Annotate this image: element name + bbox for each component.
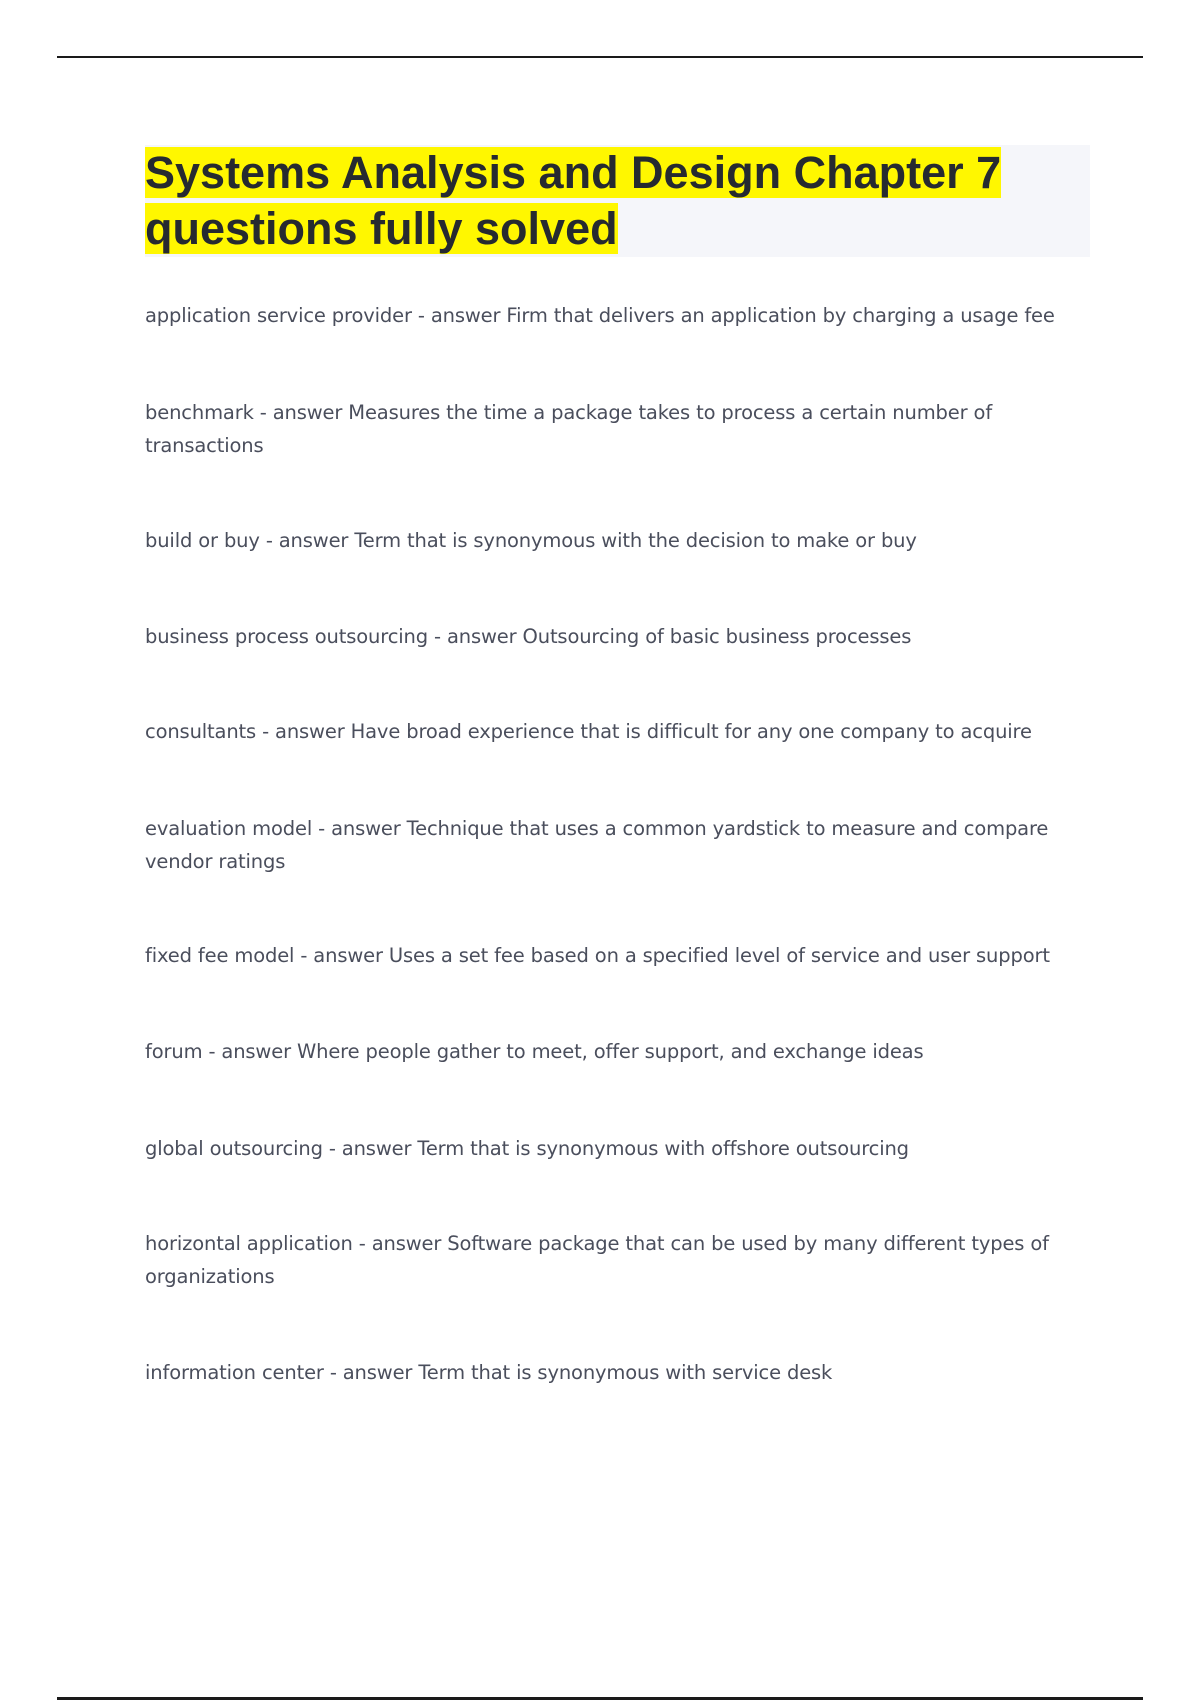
- highlighted-title-text: Systems Analysis and Design Chapter 7 questions fully solved: [145, 147, 1002, 254]
- list-item: horizontal application - answer Software package that can be used by many different types of organizations: [145, 1232, 1049, 1288]
- list-item: evaluation model - answer Technique that uses a common yardstick to measure and compare vendor ratings: [145, 817, 1049, 873]
- list-item: application service provider - answer Firm that delivers an application by charging a usage fee: [145, 304, 1055, 327]
- list-item: forum - answer Where people gather to meet, offer support, and exchange ideas: [145, 1040, 924, 1063]
- page-title: [145, 145, 1065, 257]
- list-item: fixed fee model - answer Uses a set fee based on a specified level of service and user support: [145, 944, 1050, 967]
- list-item: global outsourcing - answer Term that is synonymous with offshore outsourcing: [145, 1137, 909, 1160]
- list-item: benchmark - answer Measures the time a package takes to process a certain number of transactions: [145, 401, 993, 457]
- list-item: consultants - answer Have broad experience that is difficult for any one company to acquire: [145, 720, 1032, 743]
- list-item: build or buy - answer Term that is synonymous with the decision to make or buy: [145, 529, 917, 552]
- list-item: information center - answer Term that is synonymous with service desk: [145, 1361, 833, 1384]
- list-item: business process outsourcing - answer Outsourcing of basic business processes: [145, 625, 912, 648]
- top-rule: [57, 56, 1143, 58]
